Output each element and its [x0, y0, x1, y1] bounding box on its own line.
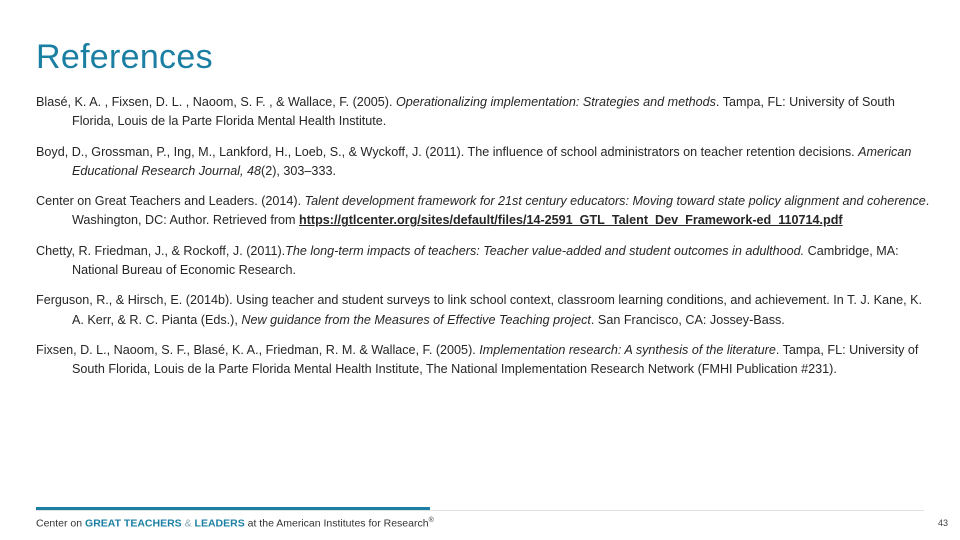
page-number: 43	[937, 518, 948, 528]
reference-source: (2), 303–333.	[261, 163, 336, 178]
reference-source: . Tampa, FL: University of South Florida, Louis de la Parte Florida Mental Health Institute, The National Implementation Research Network (FMHI Publication #231).	[72, 342, 919, 377]
reference-authors: Center on Great Teachers and Leaders. (2014).	[36, 194, 305, 209]
reference-source: . Tampa, FL: University of South Florida, Louis de la Parte Florida Mental Health Institute.	[72, 95, 895, 129]
footer-suffix: at the American Institutes for Research	[244, 517, 429, 530]
reference-authors: Chetty, R. Friedman, J., & Rockoff, J. (2011).	[36, 243, 286, 258]
reference-authors: Blasé, K. A. , Fixsen, D. L. , Naoom, S. F. , & Wallace, F. (2005).	[36, 95, 396, 109]
reference-item	[36, 192, 936, 231]
reference-authors: Fixsen, D. L., Naoom, S. F., Blasé, K. A., Friedman, R. M. & Wallace, F. (2005).	[36, 342, 480, 357]
reference-title: The long-term impacts of teachers: Teacher value-added and student outcomes in adulthood.	[285, 243, 805, 258]
footer-registered-mark: ®	[428, 517, 434, 524]
reference-title: Implementation research: A synthesis of the literature	[479, 342, 776, 357]
reference-source: . San Francisco, CA: Jossey-Bass.	[590, 312, 785, 327]
footer-divider	[36, 510, 924, 511]
reference-item	[36, 143, 936, 182]
footer-text	[36, 517, 434, 530]
reference-list	[36, 93, 936, 391]
reference-item	[36, 291, 936, 330]
reference-title: New guidance from the Measures of Effective Teaching project	[241, 312, 591, 327]
reference-link[interactable]: https://gtlcenter.org/sites/default/files/14-2591_GTL_Talent_Dev_Framework-ed_110714.pdf	[299, 213, 843, 228]
reference-item	[36, 93, 936, 132]
reference-source: Cambridge, MA: National Bureau of Economic Research.	[72, 243, 899, 278]
footer-leaders: LEADERS	[194, 517, 245, 530]
footer-prefix: Center on	[36, 517, 86, 530]
reference-title: Operationalizing implementation: Strategies and methods	[395, 95, 716, 109]
reference-authors: Ferguson, R., & Hirsch, E. (2014b). Using teacher and student surveys to link school context, classroom learning conditions, and achievement. In T. J. Kane, K. A. Kerr, & R. C. Pianta (Eds.),	[36, 293, 922, 327]
reference-item	[36, 341, 936, 380]
reference-source: . Washington, DC: Author. Retrieved from	[72, 194, 930, 228]
footer-great-teachers: GREAT TEACHERS	[85, 517, 182, 530]
page-title: References	[36, 38, 213, 76]
reference-authors: Boyd, D., Grossman, P., Ing, M., Lankford, H., Loeb, S., & Wyckoff, J. (2011). The influence of school administrators on teacher retention decisions.	[36, 144, 859, 159]
footer-ampersand: &	[181, 517, 195, 530]
reference-title: Talent development framework for 21st century educators: Moving toward state policy alignment and coherence	[304, 194, 926, 209]
reference-journal: American Educational Research Journal, 48	[72, 144, 912, 178]
reference-item	[36, 242, 936, 281]
